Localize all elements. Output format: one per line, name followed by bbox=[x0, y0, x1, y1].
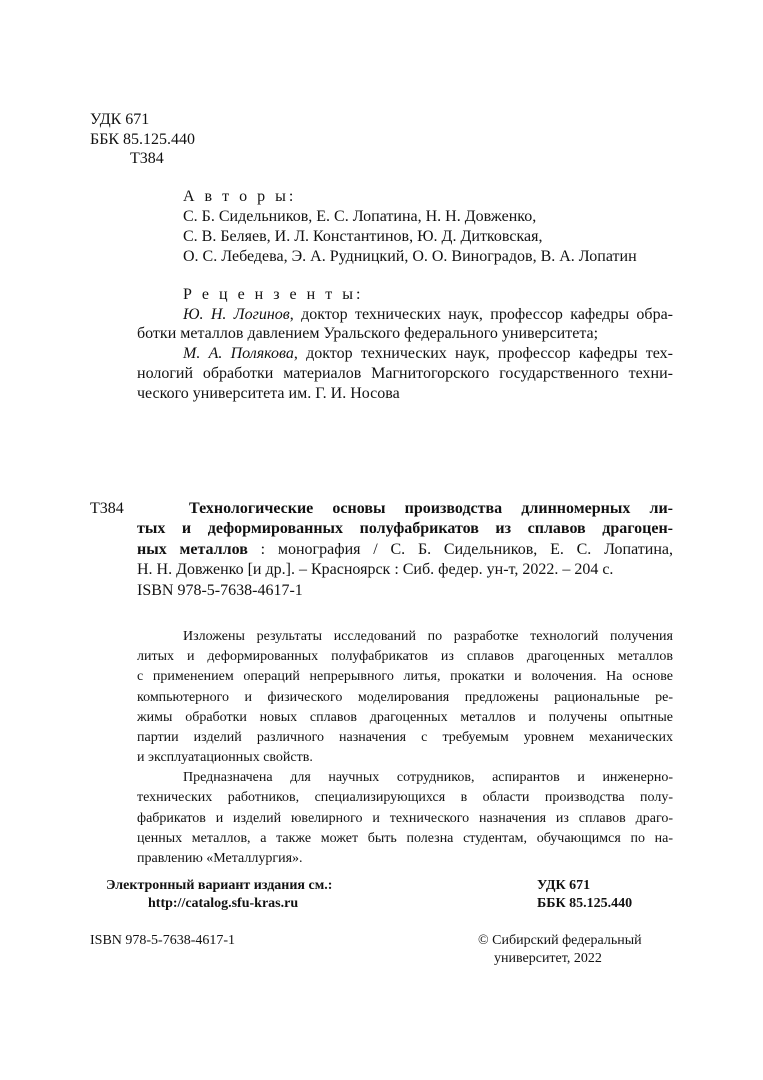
electronic-label: Электронный вариант издания см.: bbox=[106, 878, 333, 893]
abstract-line: литых и деформированных полуфабрикатов из сплавов драгоценных металлов bbox=[137, 649, 673, 664]
reviewer-text: , доктор технических наук, профессор кафедры обра- bbox=[289, 306, 673, 323]
author-code: Т384 bbox=[130, 150, 164, 167]
abstract-line: правлению «Металлургия». bbox=[137, 851, 303, 866]
abstract-line: ценных металлов, а также может быть полезна студентам, обучающимся по на- bbox=[137, 831, 673, 846]
abstract-line: Изложены результаты исследований по разработке технологий получения bbox=[183, 629, 673, 644]
copyright: © Сибирский федеральный bbox=[478, 933, 642, 948]
authors-line: С. В. Беляев, И. Л. Константинов, Ю. Д. Дитковская, bbox=[183, 228, 543, 245]
reviewer-text: нологий обработки материалов Магнитогорского государственного техни- bbox=[137, 365, 673, 382]
abstract-line: жимы обработки новых сплавов драгоценных металлов и получены опытные bbox=[137, 710, 673, 725]
record-isbn: ISBN 978-5-7638-4617-1 bbox=[137, 582, 303, 599]
authors-line: О. С. Лебедева, Э. А. Рудницкий, О. О. Виноградов, В. А. Лопатин bbox=[183, 248, 637, 265]
record-title: ных металлов : монография / С. Б. Сидельников, Е. С. Лопатина, bbox=[137, 541, 673, 558]
reviewer-text: , доктор технических наук, профессор кафедры тех- bbox=[293, 345, 673, 362]
abstract-line: технических работников, специализирующихся в области производства полу- bbox=[137, 790, 673, 805]
reviewer-1 bbox=[183, 305, 673, 325]
authors-line: С. Б. Сидельников, Е. С. Лопатина, Н. Н. Довженко, bbox=[183, 208, 537, 225]
authors-heading: А в т о р ы: bbox=[183, 188, 297, 205]
catalog-link[interactable]: http://catalog.sfu-kras.ru bbox=[148, 896, 299, 911]
abstract-line: и эксплуатационных свойств. bbox=[137, 750, 313, 765]
record-imprint: Н. Н. Довженко [и др.]. – Красноярск : Сиб. федер. ун-т, 2022. – 204 с. bbox=[137, 561, 614, 578]
reviewer-name: Ю. Н. Логинов bbox=[183, 306, 290, 323]
abstract-line: партии изделий различного назначения с требуемым уровнем механических bbox=[137, 730, 673, 745]
reviewer-text: ботки металлов давлением Уральского федерального университета; bbox=[137, 325, 599, 342]
reviewer-text: ческого университета им. Г. И. Носова bbox=[137, 385, 400, 402]
record-code: Т384 bbox=[90, 500, 124, 517]
copyright: университет, 2022 bbox=[494, 951, 602, 966]
reviewers-heading: Р е ц е н з е н т ы: bbox=[183, 286, 364, 303]
record-title: Технологические основы производства длинномерных ли- bbox=[189, 500, 673, 517]
reviewer-name: М. А. Полякова bbox=[183, 345, 294, 362]
record-title: тых и деформированных полуфабрикатов из сплавов драгоцен- bbox=[137, 520, 673, 537]
abstract-line: компьютерного и физического моделирования предложены рациональные ре- bbox=[137, 690, 673, 705]
udk: УДК 671 bbox=[90, 111, 150, 128]
bbk: ББК 85.125.440 bbox=[90, 131, 196, 148]
footer-bbk: ББК 85.125.440 bbox=[537, 896, 633, 911]
reviewer-2 bbox=[183, 344, 673, 364]
abstract-line: Предназначена для научных сотрудников, аспирантов и инженерно- bbox=[183, 770, 673, 785]
footer-isbn: ISBN 978-5-7638-4617-1 bbox=[90, 933, 236, 948]
footer-udk: УДК 671 bbox=[537, 878, 591, 893]
abstract-line: фабрикатов и изделий ювелирного и технического назначения из сплавов драго- bbox=[137, 811, 673, 826]
abstract-line: с применением операций непрерывного литья, прокатки и волочения. На основе bbox=[137, 669, 673, 684]
